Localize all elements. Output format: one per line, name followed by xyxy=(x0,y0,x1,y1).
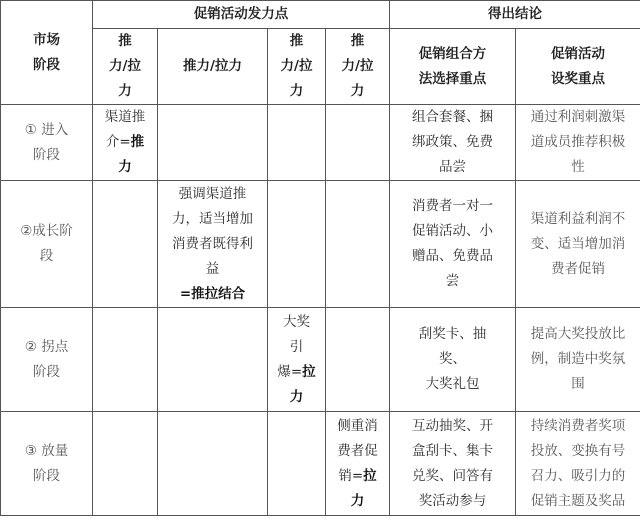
stage-cell: ③ 放量 阶段 xyxy=(1,412,93,516)
force-text: 大奖 引 爆= xyxy=(277,313,310,380)
force-bold: =推拉结合 xyxy=(179,285,246,302)
prize-cell: 渠道利益利润不 变、适当增加消 费者促销 xyxy=(516,181,640,308)
force-cell xyxy=(326,105,390,181)
header-force-col-1: 推 力/拉 力 xyxy=(93,29,158,105)
table-row xyxy=(1,308,640,412)
stage-cell: ① 进入 阶段 xyxy=(1,105,93,181)
method-cell: 刮奖卡、抽 奖、 大奖礼包 xyxy=(390,308,516,412)
force-cell xyxy=(326,181,390,308)
stage-cell: ②成长阶 段 xyxy=(1,181,93,308)
force-cell xyxy=(268,181,326,308)
force-text: 强调渠道推 力，适当增加 消费者既得利 益 xyxy=(172,185,253,277)
table-row xyxy=(1,181,640,308)
force-cell xyxy=(326,308,390,412)
force-cell xyxy=(268,308,326,412)
header-force-col-3: 推 力/拉 力 xyxy=(268,29,326,105)
force-bold: 拉 力 xyxy=(350,467,377,509)
header-method-col: 促销组合方 法选择重点 xyxy=(390,29,516,105)
force-cell xyxy=(268,412,326,516)
header-row-2 xyxy=(1,29,640,105)
stage-cell: ② 拐点 阶段 xyxy=(1,308,93,412)
method-cell: 组合套餐、捆 绑政策、免费 品尝 xyxy=(390,105,516,181)
header-force-col-4: 推 力/拉 力 xyxy=(326,29,390,105)
force-cell xyxy=(93,181,158,308)
table-row xyxy=(1,412,640,516)
force-cell xyxy=(93,308,158,412)
force-cell xyxy=(158,105,268,181)
header-conclusion-group: 得出结论 xyxy=(390,1,640,29)
prize-cell: 通过利润刺激渠 道成员推荐积极 性 xyxy=(516,105,640,181)
force-cell xyxy=(158,412,268,516)
force-text: 渠道推 介= xyxy=(104,109,146,150)
force-bold: 推 力 xyxy=(118,134,145,175)
method-cell: 互动抽奖、开 盒刮卡、集卡 兑奖、问答有 奖活动参与 xyxy=(390,412,516,516)
prize-cell: 提高大奖投放比 例，制造中奖氛 围 xyxy=(516,308,640,412)
header-force-col-2: 推力/拉力 xyxy=(158,29,268,105)
force-cell xyxy=(158,181,268,308)
header-row-1 xyxy=(1,1,640,29)
force-text: 侧重消 费者促 销= xyxy=(337,417,378,484)
header-market-stage: 市场 阶段 xyxy=(1,1,93,105)
header-prize-col: 促销活动 设奖重点 xyxy=(516,29,640,105)
force-bold: 拉 力 xyxy=(289,363,316,405)
force-cell xyxy=(158,308,268,412)
method-cell: 消费者一对一 促销活动、小 赠品、免费品 尝 xyxy=(390,181,516,308)
prize-cell: 持续消费者奖项 投放、变换有号 召力、吸引力的 促销主题及奖品 xyxy=(516,412,640,516)
force-cell xyxy=(268,105,326,181)
force-cell xyxy=(93,412,158,516)
force-cell xyxy=(326,412,390,516)
table-row xyxy=(1,105,640,181)
force-cell xyxy=(93,105,158,181)
header-force-group: 促销活动发力点 xyxy=(93,1,390,29)
